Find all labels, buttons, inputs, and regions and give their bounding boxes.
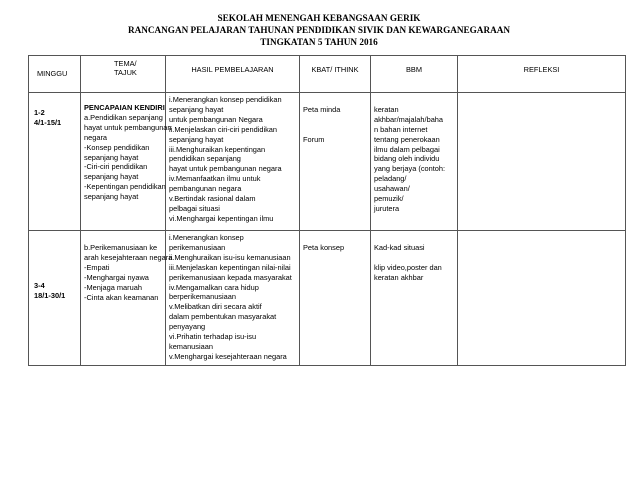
tema-line: sepanjang hayat (84, 192, 139, 202)
bbm-cell (371, 93, 458, 231)
tema-line: negara (84, 132, 108, 142)
bbm-line: tentang penerokaan (374, 134, 440, 144)
school-name: SEKOLAH MENENGAH KEBANGSAAN GERIK (217, 13, 421, 23)
tema-line: -Cinta akan keamanan (84, 292, 159, 302)
bbm-cell (371, 231, 458, 366)
tema-line: b.Perikemanusiaan ke (84, 243, 158, 252)
kbat-line (303, 115, 370, 125)
hasil-line: vi.Menghargai kepentingan ilmu (169, 213, 274, 223)
document-title: RANCANGAN PELAJARAN TAHUNAN PENDIDIKAN SIVIK DAN KEWARGANEGARAAN (128, 25, 510, 35)
col-header-refleksi (458, 56, 626, 93)
document-header (0, 12, 638, 48)
hasil-line: pendidikan sepanjang (169, 154, 241, 164)
tema-line: -Kepentingan pendidikan (84, 182, 166, 192)
col-header-tajuk-text: TAJUK (114, 68, 137, 77)
tema-line: hayat untuk pembangunan (84, 122, 172, 132)
kbat-line: Peta minda (303, 104, 341, 114)
week-dates: 18/1-30/1 (34, 290, 66, 300)
week-cell (29, 231, 81, 366)
hasil-line: sepanjang hayat (169, 134, 224, 144)
tema-line: -Empati (84, 262, 110, 272)
col-header-minggu (29, 56, 81, 93)
lesson-plan-table (28, 55, 626, 366)
hasil-line: pelbagai situasi (169, 203, 220, 213)
week-dates: 4/1-15/1 (34, 117, 62, 127)
hasil-line: iii.Menghuraikan kepentingan (169, 144, 266, 154)
bbm-line: n bahan internet (374, 124, 428, 134)
col-header-bbm-text: BBM (405, 65, 422, 74)
kbat-cell (300, 231, 371, 366)
hasil-line: hayat untuk pembangunan negara (169, 164, 282, 174)
col-header-kbat-text: KBAT/ ITHINK (311, 65, 359, 74)
bbm-line: klip video,poster dan (374, 262, 442, 272)
table-header-row (29, 56, 626, 93)
week-cell (29, 93, 81, 231)
col-header-refleksi-text: REFLEKSI (523, 65, 560, 74)
tema-line: sepanjang hayat (84, 172, 139, 182)
col-header-tema (81, 56, 166, 93)
refleksi-cell (458, 231, 626, 366)
bbm-line: ilmu dalam pelbagai (374, 144, 440, 154)
table-row (29, 231, 626, 366)
bbm-line: jurutera (374, 203, 400, 213)
bbm-line: yang berjaya (contoh: (374, 164, 446, 174)
kbat-line (303, 233, 370, 243)
hasil-cell (166, 231, 300, 366)
bbm-line (374, 233, 457, 243)
tema-line: a.Pendidikan sepanjang (84, 112, 163, 122)
tema-line: -Konsep pendidikan (84, 142, 150, 152)
hasil-line: i.Menerangkan konsep pendidikan (169, 95, 282, 104)
tema-line: arah kesejahteraan negara (84, 252, 173, 262)
hasil-line: v.Melibatkan diri secara aktif (169, 302, 262, 312)
tema-line: sepanjang hayat (84, 152, 139, 162)
tema-cell (81, 93, 172, 231)
hasil-line: iv.Mengamalkan cara hidup (169, 282, 259, 292)
tema-line: -Ciri-ciri pendidikan (84, 162, 148, 172)
col-header-hasil-text: HASIL PEMBELAJARAN (191, 65, 274, 74)
hasil-line: iv.Memanfaatkan ilmu untuk (169, 174, 261, 184)
hasil-line: iii.Menjelaskan kepentingan nilai-nilai (169, 262, 291, 272)
refleksi-cell (458, 93, 626, 231)
bbm-line (374, 253, 457, 263)
tema-line: -Menjaga maruah (84, 282, 142, 292)
bbm-line: Kad-kad situasi (374, 242, 425, 252)
bbm-line: bidang oleh individu (374, 154, 440, 164)
hasil-line: kemanusiaan (169, 341, 213, 351)
hasil-line: sepanjang hayat (169, 104, 224, 114)
form-level: TINGKATAN 5 TAHUN 2016 (260, 37, 378, 47)
kbat-cell (300, 93, 371, 231)
bbm-line (374, 95, 457, 105)
col-header-kbat (300, 56, 371, 93)
kbat-line (303, 125, 370, 135)
bbm-line: akhbar/majalah/baha (374, 114, 444, 124)
hasil-line: v.Bertindak rasional dalam (169, 194, 256, 204)
hasil-line: perikemanusiaan (169, 242, 226, 252)
bbm-line: peladang/ (374, 174, 407, 184)
hasil-line: berperikemanusiaan (169, 292, 236, 302)
col-header-minggu-text: MINGGU (37, 69, 68, 78)
week-number: 3-4 (34, 281, 45, 290)
hasil-line: ii.Menjelaskan ciri-ciri pendidikan (169, 124, 278, 134)
tema-cell (81, 231, 173, 366)
bbm-line: usahawan/ (374, 184, 410, 194)
bbm-line: pemuzik/ (374, 194, 404, 204)
hasil-cell (166, 93, 300, 231)
bbm-line: keratan akhbar (374, 272, 424, 282)
table-row (29, 93, 626, 231)
bbm-line: keratan (374, 104, 399, 114)
kbat-line (303, 95, 370, 105)
week-number: 1-2 (34, 108, 45, 117)
hasil-line: untuk pembangunan Negara (169, 114, 263, 124)
hasil-line: penyayang (169, 322, 206, 332)
kbat-line: Peta konsep (303, 242, 345, 252)
tema-heading: PENCAPAIAN KENDIRI (84, 103, 165, 112)
col-header-tema-text: TEMA/ (114, 59, 137, 68)
col-header-bbm (371, 56, 458, 93)
hasil-line: vi.Prihatin terhadap isu-isu (169, 332, 257, 342)
kbat-line: Forum (303, 134, 325, 144)
hasil-line: i.Menerangkan konsep (169, 233, 244, 242)
hasil-line: ii.Menghuraikan isu-isu kemanusiaan (169, 252, 291, 262)
hasil-line: v.Menghargai kesejahteraan negara (169, 351, 287, 361)
refleksi-text (461, 233, 625, 243)
refleksi-text (461, 95, 625, 105)
hasil-line: perikemanusiaan kepada masyarakat (169, 272, 292, 282)
hasil-line: dalam pembentukan masyarakat (169, 312, 277, 322)
col-header-hasil (166, 56, 300, 93)
tema-line: -Menghargai nyawa (84, 272, 149, 282)
hasil-line: pembangunan negara (169, 184, 242, 194)
